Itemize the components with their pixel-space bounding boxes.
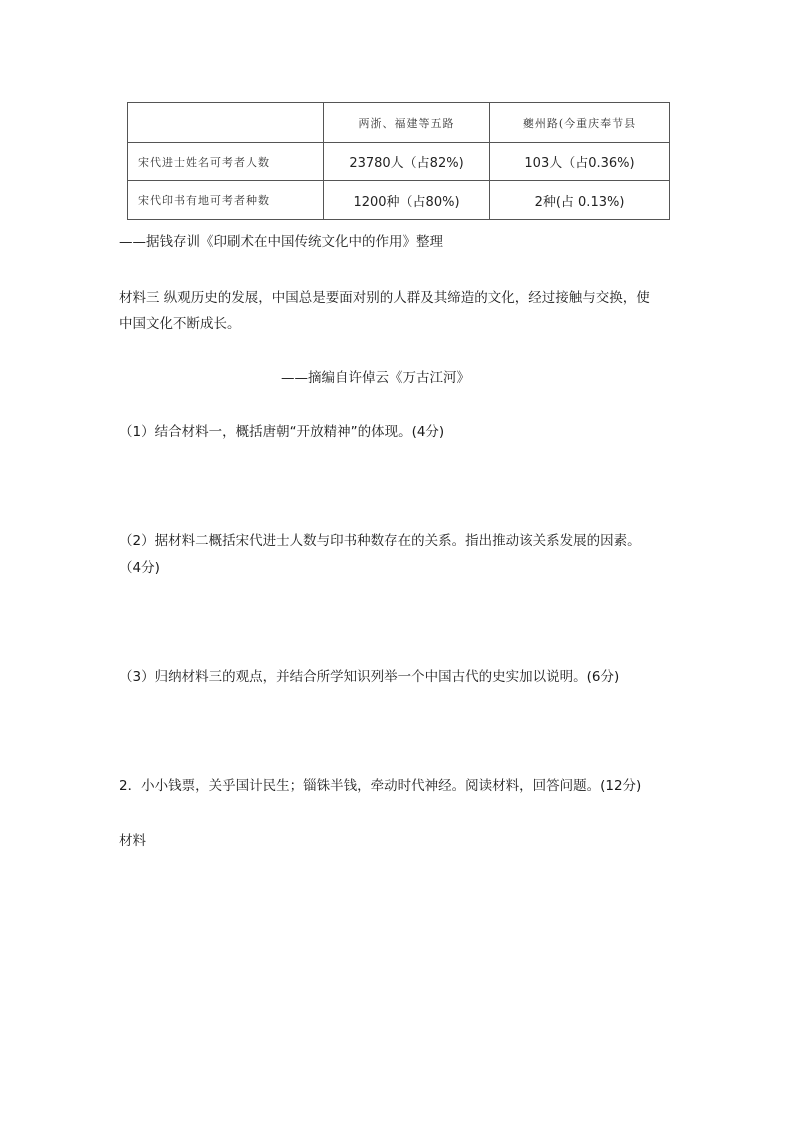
source-citation-2: ——摘编自许倬云《万古江河》 bbox=[281, 370, 470, 386]
table-cell: 103人（占0.36%) bbox=[490, 143, 670, 181]
table-row bbox=[128, 143, 670, 181]
question-2-line1: （2）据材料二概括宋代进士人数与印书种数存在的关系。指出推动该关系发展的因素。 bbox=[119, 533, 641, 549]
table-cell: 1200种（占80%) bbox=[324, 181, 490, 220]
material-three-line2: 中国文化不断成长。 bbox=[119, 316, 241, 332]
table-row-label: 宋代进士姓名可考者人数 bbox=[128, 143, 324, 181]
table-header-cell: 两浙、福建等五路 bbox=[324, 103, 490, 143]
table-row bbox=[128, 181, 670, 220]
table-cell: 2种(占 0.13%) bbox=[490, 181, 670, 220]
material-label: 材料 bbox=[119, 833, 146, 849]
table-header-cell bbox=[128, 103, 324, 143]
table-row-label: 宋代印书有地可考者种数 bbox=[128, 181, 324, 220]
table-header-row bbox=[128, 103, 670, 143]
material-three-line1: 材料三 纵观历史的发展，中国总是要面对别的人群及其缔造的文化，经过接触与交换，使 bbox=[119, 290, 650, 306]
question-main-2: 2．小小钱票，关乎国计民生；锱铢半钱，牵动时代神经。阅读材料，回答问题。(12分) bbox=[119, 778, 642, 794]
source-citation: ——据钱存训《印刷术在中国传统文化中的作用》整理 bbox=[119, 234, 443, 250]
question-3: （3）归纳材料三的观点，并结合所学知识列举一个中国古代的史实加以说明。(6分) bbox=[119, 669, 620, 685]
question-1: （1）结合材料一，概括唐朝“开放精神”的体现。(4分) bbox=[119, 424, 445, 440]
table-header-cell: 夔州路(今重庆奉节县 bbox=[490, 103, 670, 143]
question-2-line2: （4分) bbox=[119, 560, 160, 576]
data-table bbox=[127, 102, 670, 220]
table-cell: 23780人（占82%) bbox=[324, 143, 490, 181]
